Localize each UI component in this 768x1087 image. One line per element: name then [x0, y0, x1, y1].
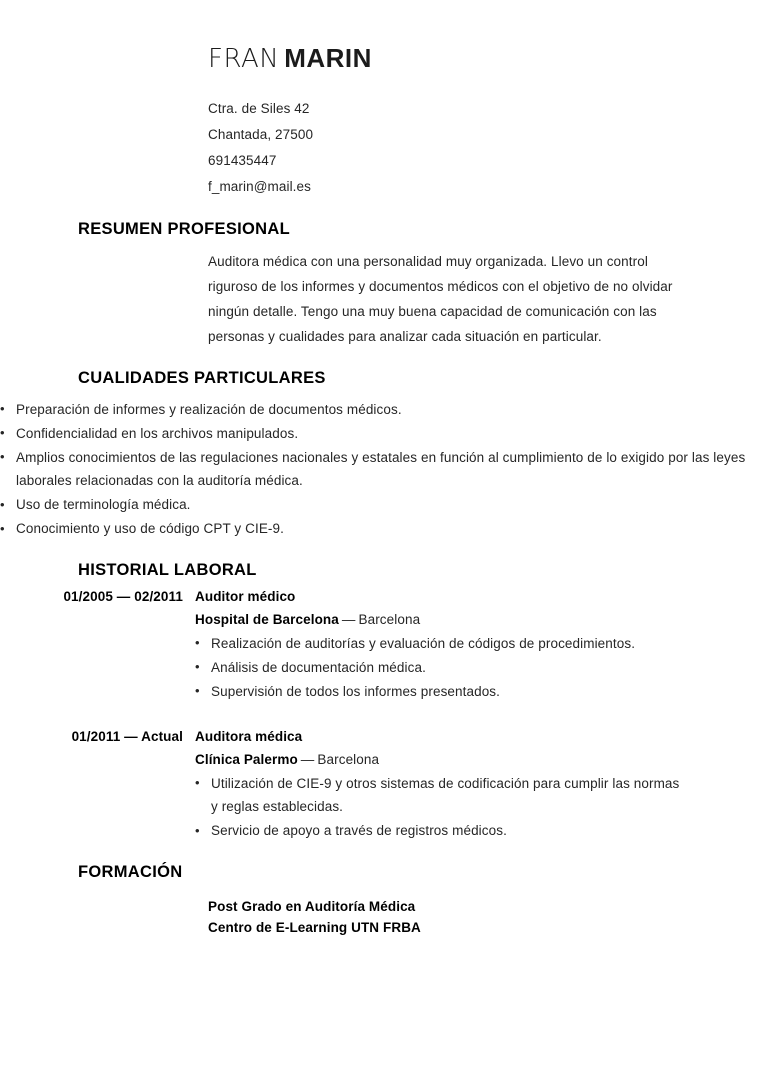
- candidate-name: [208, 44, 768, 74]
- contact-block: [208, 96, 768, 200]
- list-item: • Amplios conocimientos de las regulaciones nacionales y estatales en función al cumplimiento de lo exigido por las leyes laborales relacionadas con la auditoría médica.: [0, 446, 768, 493]
- section-education: [0, 863, 768, 938]
- contact-address: Ctra. de Siles 42: [208, 100, 310, 116]
- list-item: • Preparación de informes y realización de documentos médicos.: [0, 398, 768, 422]
- last-name: MARIN: [284, 43, 372, 73]
- section-title-qualities: CUALIDADES PARTICULARES: [78, 368, 326, 387]
- job-bullets: [195, 772, 688, 843]
- job-title: Auditor médico: [195, 588, 296, 604]
- section-qualities: [0, 369, 768, 541]
- job-entry: [0, 726, 768, 844]
- section-title-summary: RESUMEN PROFESIONAL: [78, 219, 290, 238]
- job-company: Clínica Palermo: [195, 751, 298, 767]
- job-dates: 01/2005 — 02/2011: [63, 588, 183, 604]
- job-entry: [0, 586, 768, 704]
- job-details: [195, 726, 768, 844]
- list-item: • Conocimiento y uso de código CPT y CIE-9.: [0, 517, 768, 541]
- summary-text: Auditora médica con una personalidad muy organizada. Llevo un control riguroso de los informes y documentos médicos con el objetivo de no olvidar ningún detalle. Tengo una muy buena capacidad de comunicación con las personas y cualidades para analizar cada situación en particular.: [208, 253, 673, 344]
- section-summary: [0, 220, 768, 349]
- education-degree: Post Grado en Auditoría Médica: [208, 899, 416, 915]
- job-location: Barcelona: [317, 751, 380, 767]
- section-title-experience: HISTORIAL LABORAL: [78, 560, 257, 579]
- first-name: FRAN: [208, 44, 280, 74]
- job-details: [195, 586, 768, 704]
- list-item: • Uso de terminología médica.: [0, 493, 768, 517]
- list-item: • Confidencialidad en los archivos manipulados.: [0, 422, 768, 446]
- list-item: • Realización de auditorías y evaluación de códigos de procedimientos.: [195, 632, 688, 656]
- contact-city: Chantada, 27500: [208, 126, 314, 142]
- job-dates: 01/2011 — Actual: [71, 728, 183, 744]
- job-company-line: [195, 608, 688, 631]
- job-separator: —: [300, 751, 315, 767]
- section-experience: [0, 561, 768, 844]
- qualities-list: [0, 398, 768, 541]
- resume-header: [0, 0, 768, 200]
- list-item: • Utilización de CIE-9 y otros sistemas de codificación para cumplir las normas y reglas establecidas.: [195, 772, 688, 819]
- job-location: Barcelona: [358, 611, 421, 627]
- job-company-line: [195, 748, 688, 771]
- list-item: • Supervisión de todos los informes presentados.: [195, 680, 688, 704]
- job-company: Hospital de Barcelona: [195, 611, 339, 627]
- contact-email: f_marin@mail.es: [208, 178, 311, 194]
- job-separator: —: [341, 611, 356, 627]
- contact-phone: 691435447: [208, 152, 277, 168]
- list-item: • Servicio de apoyo a través de registros médicos.: [195, 819, 688, 843]
- job-bullets: [195, 632, 688, 704]
- section-title-education: FORMACIÓN: [78, 863, 183, 882]
- education-entry: [0, 896, 768, 938]
- job-title: Auditora médica: [195, 728, 303, 744]
- summary-body: [0, 249, 768, 349]
- education-institution: Centro de E-Learning UTN FRBA: [208, 920, 421, 936]
- list-item: • Análisis de documentación médica.: [195, 656, 688, 680]
